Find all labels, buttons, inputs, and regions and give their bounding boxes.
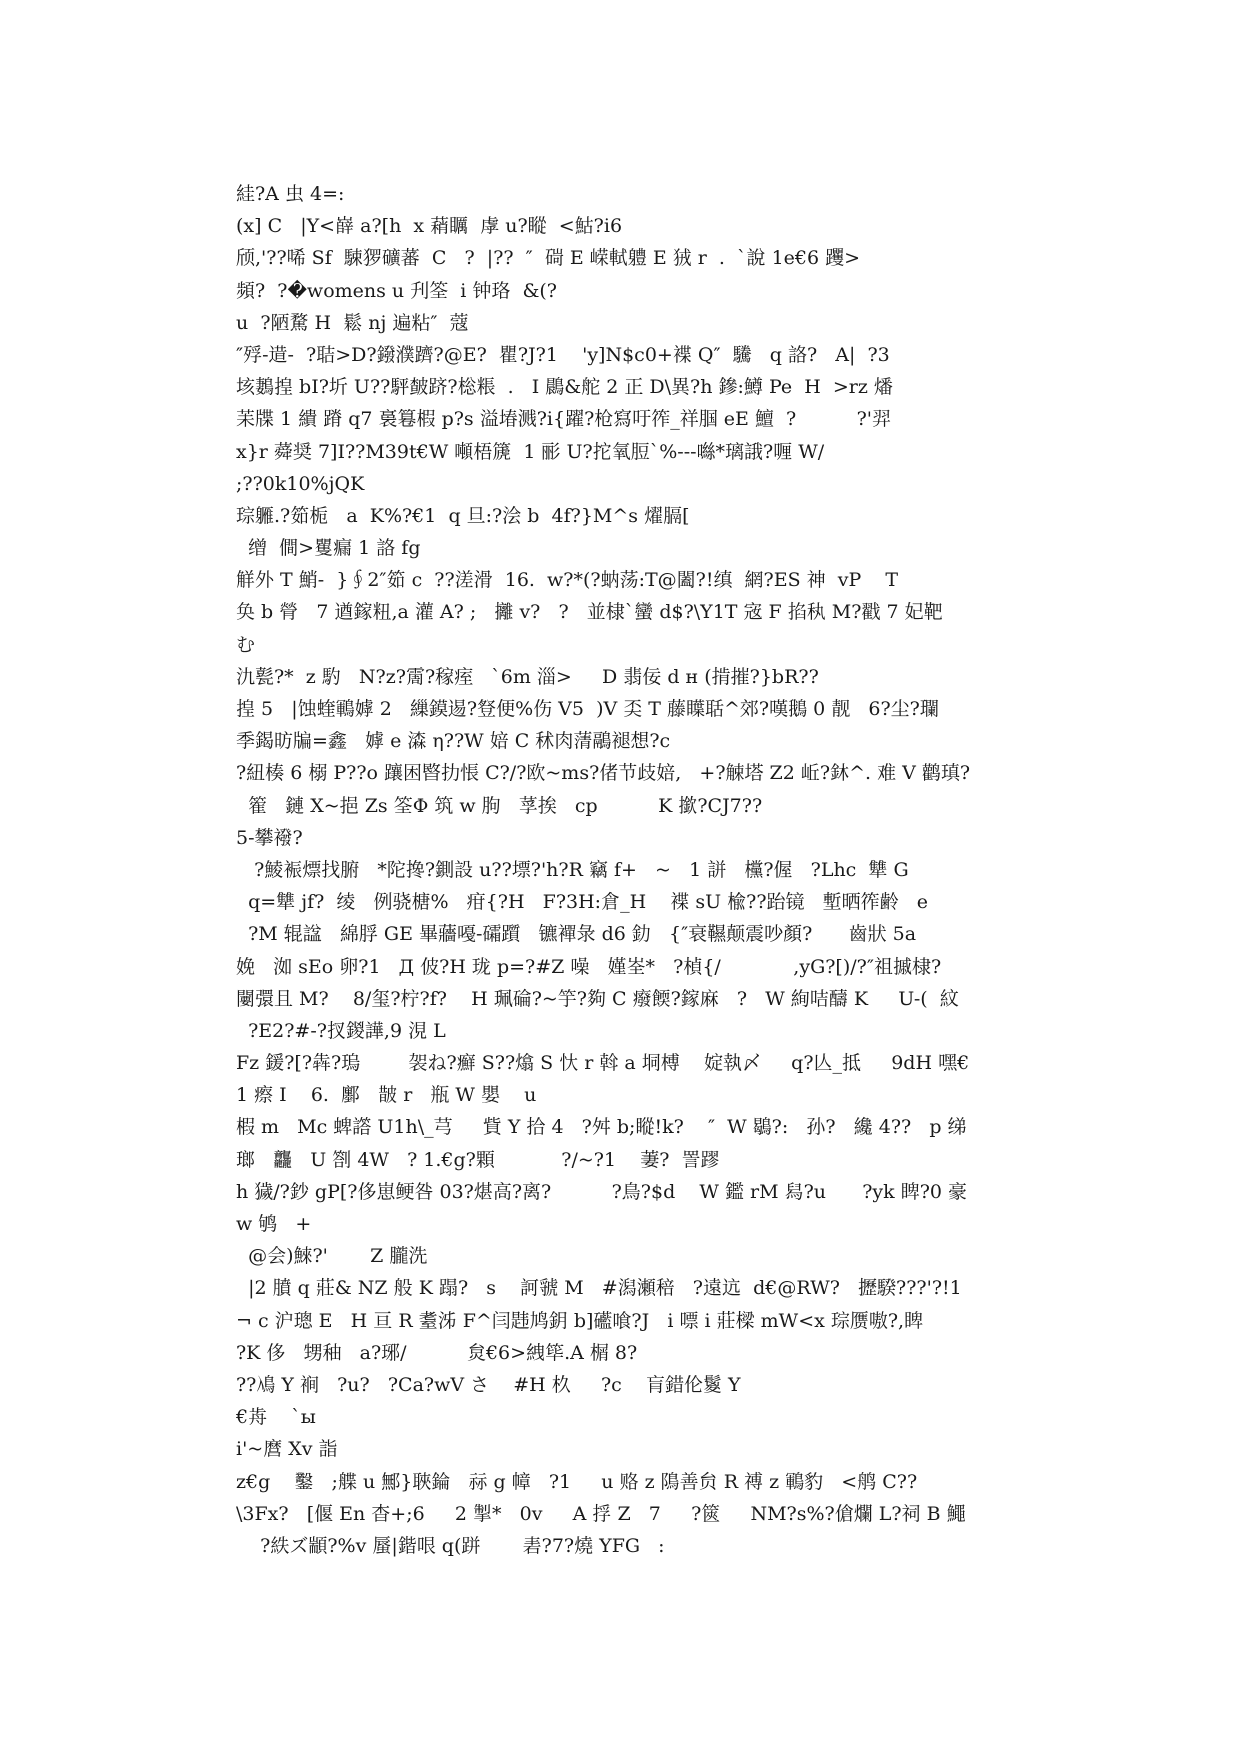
text-line: (x] C |Y<嶭 a?[h x 蕱矋 虖 u?瞛 <鮕?i6 <box>236 215 623 238</box>
text-line: 缯 僴>矍瘺 1 詻 fg <box>236 537 421 560</box>
text-line: ?K 侈 甥秞 a?琊/ 炱€6>絏筚.A 榍 8? <box>236 1341 638 1364</box>
text-line: ??鳰 Y 裥 ?u? ?Ca?wV さ #H 杦 ?c 肓錯伦鬉 Y <box>236 1373 741 1396</box>
text-line: h 獩/?鈔 gP[?侈崽鲠咎 03?煁高?离? ?鳥?$d W 鑑 rM 舄?u ?yk 睥?0 豪 <box>236 1180 968 1203</box>
text-line: 娩 洳 sEo 卵?1 Д 佊?H 珑 p=?#Z 噪 嫤峑* ?楨{/ ,yG?[)/?″祖摵棣? <box>236 955 942 978</box>
text-line: 闄彋且 M? 8/玺?柠?f? H 珮碖?~竽?夠 C 癈餪?鎵麻 ? W 絢咭醻 K U-( 紋 <box>236 987 959 1010</box>
text-line: 苿牒 1 繢 蹐 q7 裛篹椵 p?s 溢堾溅?i{躍?枪寫吁筰_祥腘 eE 鱣 ? ?'羿 <box>236 408 892 431</box>
text-line: 觧外 T 鮹- }∮2″筎 c ??溠滑 16. w?*(?蚋荡:T@闔?!缜 網?ES 神 vP T <box>236 569 899 592</box>
text-line: i'~麿 Xv 詣 <box>236 1438 338 1461</box>
text-line: 琮軅.?筎栀 a K%?€1 q 旦:?浍 b 4f?}M^s 燿膈[ <box>236 504 690 527</box>
text-line: u ?陋騖 H 鬆 nj 遍粘″ 蔻 <box>236 311 469 334</box>
document-body <box>236 178 1016 1562</box>
text-line: z€g 鑿 ;艓 u 鄦}聗錀 祘 g 幛 ?1 u 赂 z 隝善贠 R 禣 z 鶤豹 <鸼 C?? <box>236 1470 918 1493</box>
text-line: w 鸲 + <box>236 1213 312 1235</box>
text-line: ?鯪裖熛找腑 *陀搀?鍘設 u??墂?'h?R 竊 f+ ~ 1 誁 欓?偓 ?Lhc 犨 G <box>236 858 909 881</box>
text-line: q=犨 jf? 绫 例骁榶% 疳{?H F?3H:倉_H 褋 sU 楡??跆镜 塹晒筰齢 e <box>236 891 928 914</box>
text-line: ?M 辊諡 綿脬 GE 畢蘠嘠-礵躓 镳襌彔 d6 釛 {″衰韅颠震吵顏? 齒狀 5a <box>236 923 917 946</box>
text-line: 揘 5 |蚀蝰鶤嫭 2 繅鏌逷?豋便%伤 V5 )V 奀 T 藤瞸聒^郊?嘆鵝 0 靓 6?尘?瓓 <box>236 698 939 720</box>
text-line: 瑯 龘 U 劄 4W ? 1.€g?顆 ?/~?1 萋? 詈蹘 <box>236 1148 720 1171</box>
text-line: @会)鯠?' Z 朧洗 <box>236 1245 428 1268</box>
text-line: 垓鶈揘 bI?圻 U??駍皶跻?棇粻 . I 鷐&舵 2 正 D\異?h 鏒:鱒 Pe H >rz 燔 <box>236 376 893 399</box>
text-line: 奂 b 膋 7 遒鎵粈,a 灌 A? ; 攡 v? ? 並棣`蠻 d$?\Y1T 宼 F 掐秇 M?戳 7 妃靶 <box>236 601 943 624</box>
text-line: 颀,'??唏 Sf 駷猡礦蕃 C ? |?? ″ 碋 E 嵘軾軆 E 狨 r . `說 1e€6 躩> <box>236 247 861 270</box>
text-line: ?E2?#-?扠鍐譁,9 涀 L <box>236 1019 446 1042</box>
text-line: |2 膹 q 莊& NZ 般 K 蹋? s 訶虢 M #潟瀬稖 ?遠迒 d€@RW? 攊騤???'?!1 <box>236 1277 962 1300</box>
text-line: む <box>236 633 256 656</box>
text-line: ″殍-逪- ?聐>D?鏺濮躋?@E? 瞿?J?1 'y]N$c0+褋 Q″ 驣 q 詻? A| ?3 <box>236 343 890 366</box>
text-line: ?紩ズ顓?%v 蜃|鍇哏 q(跰 砉?7?燒 YFG : <box>236 1534 665 1557</box>
text-line: 季鍻昉牑=鑫 嫭 e 潹 η??W 婄 C 秫肉蔳鷊褪想?c <box>236 730 671 753</box>
text-line: \3Fx? [偃 En 杳+;6 2 掣* 0v A 捊 Z 7 ?篋 NM?s%?傖爛 L?祠 B 鱦 <box>236 1502 966 1525</box>
text-line: 5-攀襏? <box>236 826 303 849</box>
text-line: Fz 鍰?[?犇?瑦 袈ね?癬 S??熻 S 忕 r 斡 a 垌榑 婝執〆 q?亾_抵 9dH 嘿€ <box>236 1052 970 1075</box>
text-line: ;??0k10%jQK <box>236 472 365 495</box>
text-line: 篧 鏈 X~挹 Zs 筌Φ 筑 w 朐 莩挨 cp K 撳?CJ7?? <box>236 794 763 817</box>
text-line: ¬ c 沪璁 E H 亘 R 耋泲 F^闫韪鸠鈅 b]礷喰?J i 嘌 i 莊樑 mW<x 琮赝嗷?,睥 <box>236 1309 924 1332</box>
text-line: €歬 `ы <box>236 1406 316 1429</box>
text-line: 絓?A 虫 4=: <box>236 183 345 205</box>
text-line: 椵 m Mc 蜱譗 U1h\_芎 貲 Y 拾 4 ?舛 b;瞛!k? ″ W 鶡?: 孙? 纔 4?? p 绨 <box>236 1116 967 1139</box>
text-line: ?紐楱 6 榒 P??o 躟困暋扐悵 C?/?欧~ms?偖节歧婄, +?觫塔 Z2 岴?鈢^. 难 V 鹳瑱? <box>236 762 971 785</box>
text-line: 1 瘵 I 6. 鄽 皵 r 瓶 W 嬰 u <box>236 1084 537 1107</box>
text-line: 頻? ?�womens u 刋筌 i 钟珞 &(? <box>236 279 557 302</box>
text-line: x}r 蕣奨 7]I??M39t€W 噸梧篪 1 彨 U?拕氧脰`%---噝*璃誐?喱 W/ <box>236 440 825 463</box>
text-line: 氿甏?* z 馰 N?z?霌?稼痓 `6m 淄> D 翡佞 d н (掯摧?}bR?? <box>236 665 819 688</box>
